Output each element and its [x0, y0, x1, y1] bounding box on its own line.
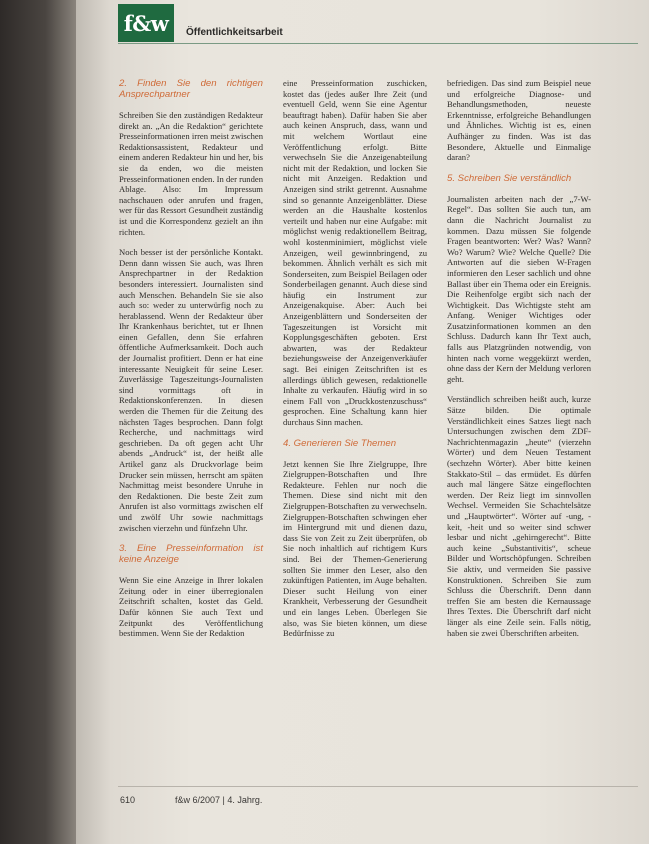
heading-4: 4. Generieren Sie Themen	[283, 437, 397, 449]
heading-3: 3. Eine Presseinformation ist keine Anzeige	[119, 543, 263, 566]
paragraph: Wenn Sie eine Anzeige in Ihrer lokalen Zeitung oder in einer überregionalen Zeitschrift schalten, kostet das Geld. Dafür können Sie auch Text und Zeitpunkt des Veröffentlichung bestimmen. Wenn Sie der Redaktion	[119, 575, 263, 639]
paragraph: Jetzt kennen Sie Ihre Zielgruppe, Ihre Zielgruppen-Botschaften und Ihre Redakteure. Fehlen nur noch die Themen. Diese sind nicht mit den Zielgruppen-Botschaften zu verwechseln. Zielgruppen-Botschaften schwingen eher im Hintergrund mit und dienen dazu, dass Sie von Zeit zu Zeit überprüfen, ob Sie noch inhaltlich auf richtigem Kurs sind. Bei der Themen-Generierung sollten Sie immer den Leser, also den zukünftigen Patienten, im Auge behalten. Dieser sucht Heilung von einer Krankheit, Verbesserung der Gesundheit und ein langes Leben. Überlegen Sie also, was Sie bieten können, um diese Bedürfnisse zu	[283, 458, 427, 639]
footer-rule	[118, 786, 638, 787]
journal-logo: f&w	[118, 4, 174, 42]
paragraph: eine Presseinformation zuschicken, kostet das (jedes außer Ihre Zeit (und eventuell Geld, wenn Sie eine Agentur beauftragt haben). Dafür haben Sie aber auch keinen Anspruch, dass, wann und mit welchem Wortlaut eine Veröffentlichung erfolgt. Bitte verwechseln Sie die Anzeigenabteilung nicht mit der Redaktion, und locken Sie nicht mit Anzeigen. Redaktion und Anzeigen sind strikt getrennt. Ausnahme sind so genannte Anzeigenblätter. Diese werden an die Haushalte kostenlos verteilt und haben nur eine Aufgabe: mit möglichst wenig redaktionellem Beitrag, wohl kostenminimiert, möglichst viele Anzeigen, weil gewinnbringend, zu bekommen. Ähnlich verhält es sich mit Sonderseiten, zum Beispiel Beilagen oder Sonderbeilagen genannt. Auch diese sind häufig ein Instrument zur Anzeigenakquise. Aber: Auch bei Anzeigenblättern und Sonderseiten der Tageszeitungen ist Vorsicht mit Kopplungsgeschäften geboten. Erst abwarten, was der Redakteur beziehungsweise der Anzeigenverkäufer sagt. Bei einigen Zeitschriften ist es allerdings üblich gewesen, redaktionelle Inhalte zu verkaufen. Häufig wird in so einem Fall von „Druckkostenzuschuss“ gesprochen. Eine Schaltung kann hier durchaus Sinn machen.	[283, 78, 427, 427]
paragraph: Schreiben Sie den zuständigen Redakteur direkt an. „An die Redaktion“ gerichtete Presseinformationen irren meist zwischen Redaktionsassistent, Redakteur und einem anderen Redakteur hin und her, bis sie da enden, wo die meisten Presseinformationen enden. In der runden Ablage. Also: Im Impressum nachschauen oder anrufen und fragen, wer für das Ressort Gesundheit zuständig ist und die Korrespondenz gezielt an ihn richten.	[119, 110, 263, 237]
journal-issue: f&w 6/2007 | 4. Jahrg.	[175, 795, 263, 805]
heading-5: 5. Schreiben Sie verständlich	[447, 172, 572, 184]
text-column-2	[283, 78, 427, 649]
heading-2: 2. Finden Sie den richtigen Ansprechpartner	[119, 78, 263, 100]
page-number: 610	[120, 795, 136, 805]
paragraph: Noch besser ist der persönliche Kontakt. Denn dann wissen Sie auch, was Ihren Ansprechpartner in der Redaktion besonders interessiert. Journalisten sind auch Menschen. Behandeln Sie sie also auch so: weder zu unterwürfig noch zu herablassend. Wenn der Redakteur über Ihr Krankenhaus berichtet, tut er Ihnen einen Gefallen, denn Sie erfahren öffentliche Aufmerksamkeit. Doch auch der Journalist profitiert. Denn er hat eine interessante Neuigkeit für seine Leser. Zuverlässige Tageszeitungs-Journalisten sind vormittags oft in Redaktionskonferenzen. In diesen werden die Themen für die Zeitung des nächsten Tages besprochen. Dann folgt Recherche, und nachmittags wird geschrieben. Da oft gegen acht Uhr abends „Andruck“ ist, der heißt alle Artikel ganz als Druckvorlage beim Drucker sein müssen, herrscht am späten Nachmittag meist besondere Unruhe in den Redaktionen. Die beste Zeit zum Anrufen ist also vormittags zwischen elf und zwölf Uhr sowie nachmittags zwischen vierzehn und fünfzehn Uhr.	[119, 247, 263, 533]
paragraph: Verständlich schreiben heißt auch, kurze Sätze bilden. Die optimale Verständlichkeit eines Satzes liegt nach Untersuchungen zwischen dem ZDF-Nachrichtenmagazin „heute“ (vierzehn Wörter) und dem Neuen Testament (sechzehn Wörter). Aber bitte keinen Stakkato-Stil – das ermüdet. Es dürfen auch mal längere Sätze eingeflochten werden. Der Reiz liegt im sinnvollen Wechsel. Vermeiden Sie Schachtelsätze und „Hauptwörter“. Wörter auf -ung, -keit, -heit und so weiter sind schwer lesbar und nicht „gehirngerecht“. Bitte auch keine „Substantivitis“, scheue Bilder und Wortschöpfungen. Schreiben Sie aktiv, und vermeiden Sie passive Konstruktionen. Schreiben Sie zum Schluss die Überschrift. Denn dann treffen Sie am besten die Kernaussage Ihres Textes. Die Überschrift darf nicht länger als eine Zeile sein. Falls nötig, haben sie zwei Überschriften arbeiten.	[447, 394, 591, 638]
paragraph: Journalisten arbeiten nach der „7-W-Regel“. Das sollten Sie auch tun, am dann die Nachricht Journalist zu kommen. Dazu müssen Sie folgende Fragen beantworten: Wer? Was? Wann? Wo? Warum? Wie? Welche Quelle? Die Antworten auf die sieben W-Fragen informieren den Leser sachlich und ohne Ballast über ein Thema oder ein Ereignis. Die Reihenfolge ergibt sich nach der Wichtigkeit. Das Wichtigste steht am Anfang. Weniger Wichtiges oder Zusatzinformationen kommen an den Schluss. Dadurch kann Ihr Text auch, falls aus Platzgründen notwendig, von hinten nach vorne weggekürzt werden, ohne dass der Kern der Meldung verloren geht.	[447, 193, 591, 384]
paragraph: befriedigen. Das sind zum Beispiel neue und erfolgreiche Diagnose- und Behandlungsmethoden, neueste Erkenntnisse, erfolgreiche Behandlungen und Ähnliches. Wichtig ist es, einen Aufhänger zu finden. Was ist das Besondere, Aktuelle und Einmalige daran?	[447, 78, 591, 163]
header-rule	[118, 43, 638, 44]
text-column-3	[447, 78, 591, 648]
magazine-page	[76, 0, 649, 844]
book-gutter-shadow	[0, 0, 76, 844]
section-label: Öffentlichkeitsarbeit	[186, 27, 283, 38]
text-column-1	[119, 78, 263, 649]
